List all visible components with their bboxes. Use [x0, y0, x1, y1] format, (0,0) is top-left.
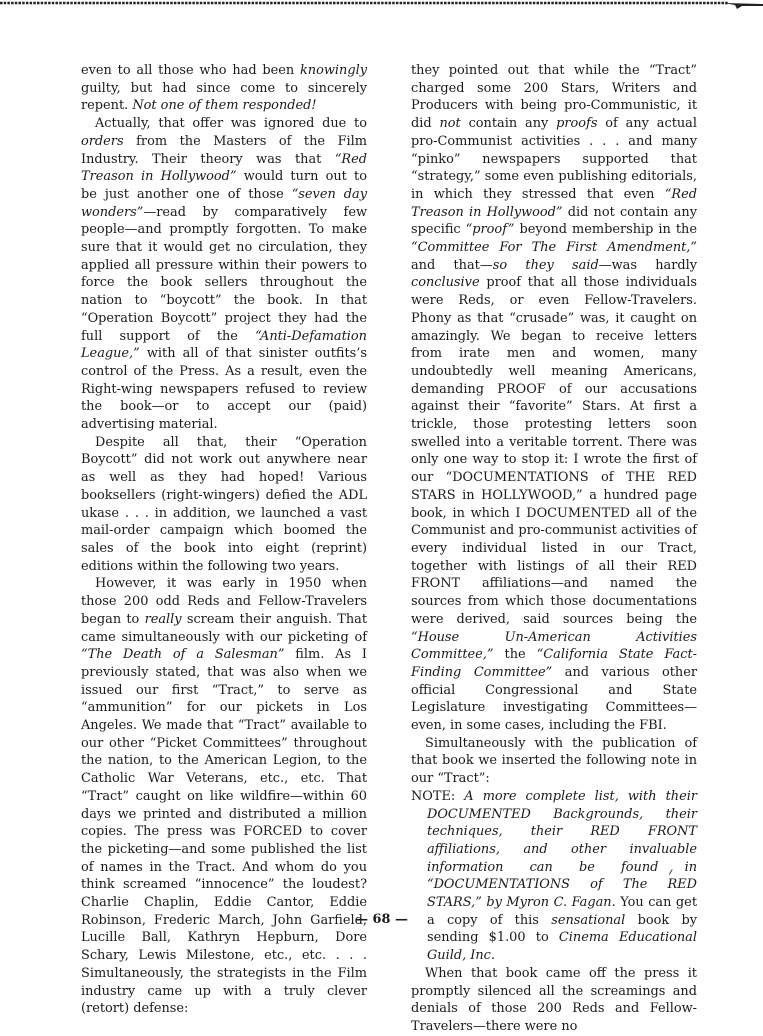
text-run: —read by comparatively few people—and promptly forgotten. To make sure that it would get no circulation, they applied all pressure within their powers to force the book sellers throughout the nation to “boycott” the book. In that “Operation Boycott” project they had the full support of the [81, 204, 367, 344]
right-text-column [411, 62, 697, 1036]
italic-text: A more complete list, with their DOCUMENTED Backgrounds, their techniques, their RED FRONT affiliations, and other invaluable information can be found in “DOCUMENTATIONS of The RED STARS,” by Myron C. Fagan. [427, 788, 698, 911]
paragraph [411, 62, 697, 735]
text-run: contain any [460, 116, 557, 132]
text-run: Despite all that, their “Operation Boycott” did not work out anywhere near as well as they had hoped! Various booksellers (right-wingers) defied the ADL ukase . . . in addition, we launched a vast mail-order campaign which boomed the sales of the book into eight (reprint) editions within the following two years. [81, 434, 367, 574]
italic-text: “Red Treason in Hollywood” [411, 186, 697, 220]
italic-text: “House Un-American Activities Committee,” [411, 629, 697, 663]
text-run: they pointed out that while the “Tract” charged some 200 Stars, Writers and Producers with being pro-Communistic, it did [411, 63, 697, 132]
text-run: —was hardly [598, 257, 698, 273]
italic-text: “Red Treason in Hollywood” [81, 151, 367, 185]
italic-text: “California State Fact-Finding Committee” [411, 647, 697, 680]
text-run: When that book came off the press it promptly silenced all the screamings and denials of those 200 Reds and Fellow-Travelers—there were no [411, 965, 697, 1034]
paragraph [81, 62, 367, 115]
paragraph [411, 735, 697, 788]
text-run: beyond membership in the [514, 222, 697, 238]
text-run: NOTE: [411, 788, 465, 804]
paragraph [81, 575, 367, 1018]
italic-text: conclusive [411, 275, 480, 291]
italic-text: “seven day wonders” [81, 186, 367, 220]
text-run: with all of that sinister outfits’s control of the Press. As a result, even the Right-wing newspapers refused to review the book—or to accept our (paid) advertising material. [81, 346, 367, 433]
italic-text: “The Death of a Salesman” [81, 647, 285, 663]
italic-text: Not one of them responded! [132, 98, 317, 114]
text-run: book by sending $1.00 to [427, 912, 697, 946]
italic-text: so they said [492, 257, 599, 273]
text-run: did not contain any specific [411, 204, 697, 238]
top-border-rule [0, 0, 763, 10]
text-run: and various other official Congressional and State Legislature investigating Committees—even, in some cases, including the FBI. [411, 664, 698, 734]
italic-text: sensational [551, 912, 626, 928]
italic-text: orders [81, 133, 124, 149]
text-run: You can get a copy of this [427, 895, 697, 928]
text-run: from the Masters of the Film Industry. Their theory was that [81, 133, 367, 167]
italic-text: not [439, 116, 461, 132]
left-text-column [81, 62, 367, 1018]
paragraph [81, 115, 367, 434]
text-run: the [493, 647, 537, 663]
italic-text: Cinema Educational Guild, Inc. [427, 930, 697, 964]
text-run: and that— [411, 257, 493, 273]
italic-text: proofs [556, 116, 598, 132]
text-run: However, it was early in 1950 when those 200 odd Reds and Fellow-Travelers began to [81, 576, 367, 627]
paragraph [411, 965, 697, 1036]
page-number: — 68 — [355, 912, 408, 927]
text-run: would turn out to be just another one of those [81, 169, 367, 202]
italic-text: knowingly [300, 63, 367, 78]
text-run: film. As I previously stated, that was also when we issued our first “Tract,” to serve as “ammunition” for our pickets in Los Angeles. We made that “Tract” available to our other “Picket Committees” throughout the nation, to the American Legion, to the Catholic War Veterans, etc., etc. That “Tract” caught on like wildfire—within 60 days we printed and distributed a million copies. The press was FORCED to cover the picketing—and some published the list of names in the Tract. And whom do you think screamed “innocence” the loudest? Charlie Chaplin, Eddie Cantor, Eddie Robinson, Frederic March, John Garfield, Lucille Ball, Kathryn Hepburn, Dore Schary, Lewis Milestone, etc., etc. . . . Simultaneously, the strategists in the Film industry came up with a truly clever (retort) defense: [81, 647, 367, 1017]
text-run: guilty, but had since come to sincerely repent. [81, 80, 367, 114]
italic-text: “Anti-Defamation League,” [81, 328, 367, 362]
italic-text: “proof” [465, 222, 515, 238]
note-paragraph [411, 788, 697, 965]
text-run: Simultaneously with the publication of that book we inserted the following note in our “Tract”: [411, 735, 697, 787]
text-run: proof that all those individuals were Reds, or even Fellow-Travelers. Phony as that “crusade” was, it caught on amazingly. We began to receive letters from irate men and women, many undoubtedly well meaning Americans, demanding PROOF of our accusations against their “favorite” Stars. At first a trickle, those protesting letters soon swelled into a veritable torrent. There was only one way to stop it: I wrote the first of our “DOCUMENTATIONS of THE RED STARS in HOLLYWOOD,” a hundred page book, in which I DOCUMENTED all of the Communist and pro-communist activities of every individual listed in our Tract, together with listings of all their RED FRONT affiliations—and named the sources from which those documentations were derived, said sources being the [411, 275, 697, 627]
italic-text: really [144, 611, 182, 627]
text-run: Actually, that offer was ignored due to [95, 116, 367, 132]
text-run: even to all those who had been [81, 63, 300, 78]
text-run: of any actual pro-Communist activities . . . and many “pinko” newspapers supported that “strategy,” some even publishing editorials, in which they stressed that even [411, 116, 697, 202]
paragraph [81, 434, 367, 576]
text-run: scream their anguish. That came simultaneously with our picketing of [81, 611, 367, 645]
italic-text: “Committee For The First Amendment,” [411, 240, 697, 256]
